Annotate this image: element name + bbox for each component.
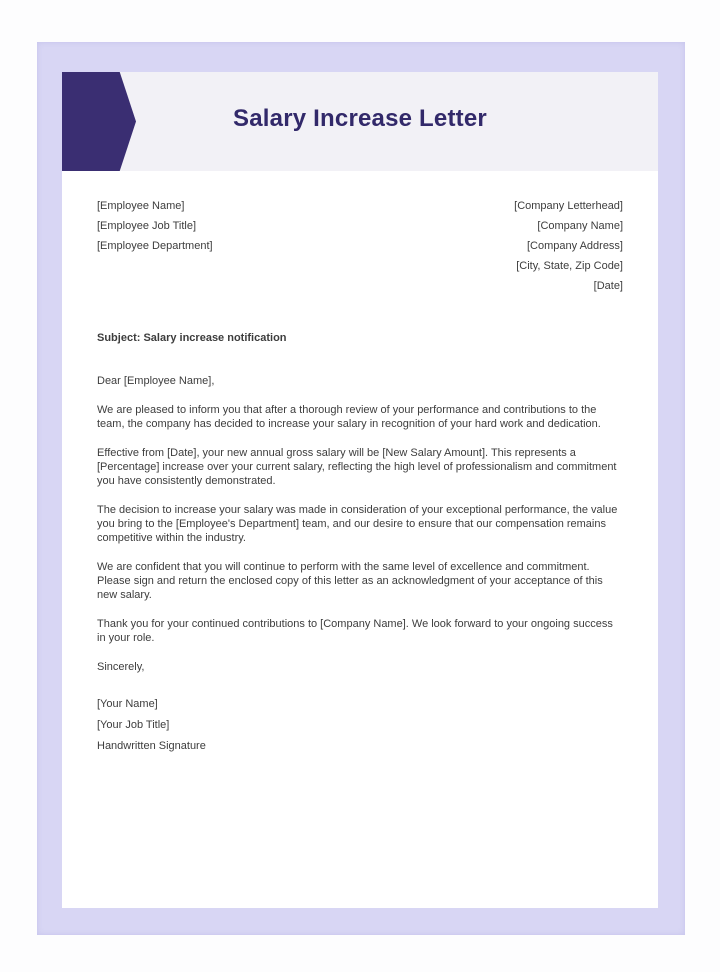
employee-address-block	[97, 196, 213, 296]
company-address-block	[514, 196, 623, 296]
employee-job-title-line: [Employee Job Title]	[97, 220, 197, 232]
body-paragraph-1	[97, 403, 623, 431]
body-line: new salary.	[97, 589, 152, 601]
body-line: Please sign and return the enclosed copy of this letter as an acknowledgment of your acceptance of this	[97, 575, 603, 587]
address-row	[97, 196, 623, 296]
body-line: you have consistently demonstrated.	[97, 475, 276, 487]
company-address-line: [Company Address]	[527, 240, 623, 252]
body-paragraph-4	[97, 560, 623, 602]
header-band	[62, 72, 658, 171]
letter-body	[62, 196, 658, 757]
body-line: The decision to increase your salary was made in consideration of your exceptional performance, the value	[97, 504, 618, 516]
body-line: We are confident that you will continue to perform with the same level of excellence and commitment.	[97, 561, 590, 573]
signature-handwritten-line: Handwritten Signature	[97, 740, 206, 752]
body-line: Thank you for your continued contributions to [Company Name]. We look forward to your ongoing success	[97, 618, 613, 630]
letter-frame	[37, 42, 685, 935]
letter-title: Salary Increase Letter	[233, 104, 487, 132]
body-line: [Percentage] increase over your current salary, reflecting the high level of professionalism and commitment	[97, 461, 617, 473]
body-paragraph-5	[97, 617, 623, 645]
signature-name-line: [Your Name]	[97, 698, 158, 710]
employee-name-line: [Employee Name]	[97, 200, 185, 212]
body-line: team, the company has decided to increase your salary in recognition of your hard work and dedication.	[97, 418, 601, 430]
body-line: in your role.	[97, 632, 155, 644]
signature-job-title-line: [Your Job Title]	[97, 719, 170, 731]
city-state-zip-line: [City, State, Zip Code]	[516, 260, 623, 272]
body-line: We are pleased to inform you that after a thorough review of your performance and contributions to the	[97, 404, 597, 416]
body-line: Effective from [Date], your new annual gross salary will be [New Salary Amount]. This represents a	[97, 447, 576, 459]
body-line: competitive within the industry.	[97, 532, 246, 544]
subject-line: Subject: Salary increase notification	[97, 332, 287, 344]
closing-line: Sincerely,	[97, 661, 145, 673]
letter-page	[62, 72, 658, 908]
company-name-line: [Company Name]	[537, 220, 623, 232]
body-line: you bring to the [Employee's Department] team, and our desire to ensure that our compensation remains	[97, 518, 606, 530]
date-line: [Date]	[593, 280, 623, 292]
body-paragraph-2	[97, 446, 623, 488]
company-letterhead-line: [Company Letterhead]	[514, 200, 623, 212]
employee-department-line: [Employee Department]	[97, 240, 213, 252]
body-paragraph-3	[97, 503, 623, 545]
greeting-line: Dear [Employee Name],	[97, 375, 215, 387]
signature-block	[97, 694, 623, 757]
